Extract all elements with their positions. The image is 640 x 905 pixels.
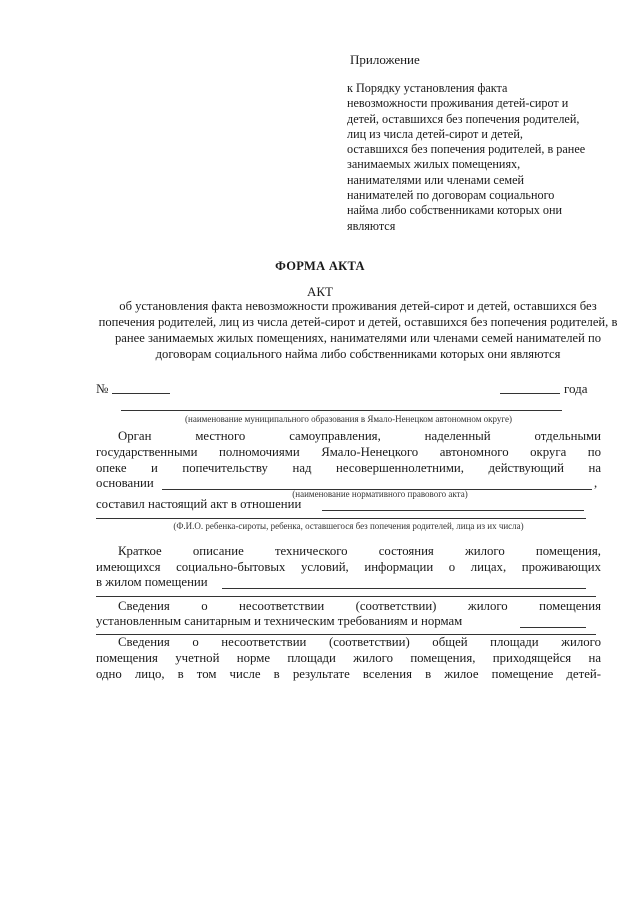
- act-year-label: года: [564, 381, 588, 396]
- act-number-label: №: [96, 381, 109, 396]
- compliance-field-1[interactable]: [520, 627, 586, 628]
- living-conditions-field-1[interactable]: [222, 588, 586, 589]
- child-name-caption: (Ф.И.О. ребенка-сироты, ребенка, оставшегося без попечения родителей, лица из их числа): [173, 521, 524, 531]
- child-name-field-1[interactable]: [322, 510, 584, 511]
- living-conditions-field-2[interactable]: [96, 596, 596, 597]
- compliance-line-2: установленным санитарным и техническим требованиям и нормам: [96, 614, 463, 628]
- child-name-field-2[interactable]: [96, 518, 586, 519]
- brief-line-2: имеющихся социально-бытовых условий, информации о лицах, проживающих: [96, 560, 601, 574]
- legal-act-caption: (наименование нормативного правового акта): [292, 489, 468, 499]
- act-number-field[interactable]: [112, 393, 170, 394]
- organ-line-4: основании: [96, 476, 154, 490]
- municipality-field[interactable]: [121, 410, 562, 411]
- composed-act-label: составил настоящий акт в отношении: [96, 497, 302, 511]
- compliance-line-1: Сведения о несоответствии (соответствии) жилого помещения: [118, 599, 601, 613]
- organ-line-2: государственными полномочиями Ямало-Ненецкого автономного округа по: [96, 445, 601, 459]
- appendix-title: Приложение: [350, 52, 420, 67]
- brief-line-3: в жилом помещении: [96, 575, 208, 589]
- act-subtitle: об установления факта невозможности проживания детей-сирот и детей, оставшихся без попечения родителей, лиц из числа детей-сирот и детей, оставшихся без попечения родителей, в ранее занимаемых жилых помещениях, нанимателями или членами семей нанимателей по договорам социального найма либо собственниками которых они являются: [98, 299, 618, 361]
- act-date-field[interactable]: [500, 393, 560, 394]
- area-line-1: Сведения о несоответствии (соответствии) общей площади жилого: [118, 635, 601, 649]
- comma-mark: ,: [594, 476, 598, 490]
- appendix-reference: к Порядку установления факта невозможности проживания детей-сирот и детей, оставшихся без попечения родителей, лиц из числа детей-сирот и детей, оставшихся без попечения родителей, в ранее занимаемых жилых помещениях, нанимателями или членами семей нанимателей по договорам социального найма либо собственниками которых они являются: [347, 81, 586, 233]
- area-line-2: помещения учетной норме площади жилого помещения, приходящейся на: [96, 651, 601, 665]
- municipality-caption: (наименование муниципального образования в Ямало-Ненецком автономном округе): [185, 414, 512, 424]
- act-title: АКТ: [307, 284, 333, 299]
- organ-line-1: Орган местного самоуправления, наделенный отдельными: [118, 429, 601, 443]
- organ-line-3: опеке и попечительству над несовершеннолетними, действующий на: [96, 461, 601, 475]
- brief-line-1: Краткое описание технического состояния жилого помещения,: [118, 544, 601, 558]
- area-line-3: одно лицо, в том числе в результате вселения в жилое помещение детей-: [96, 667, 601, 681]
- form-heading: ФОРМА АКТА: [275, 259, 365, 273]
